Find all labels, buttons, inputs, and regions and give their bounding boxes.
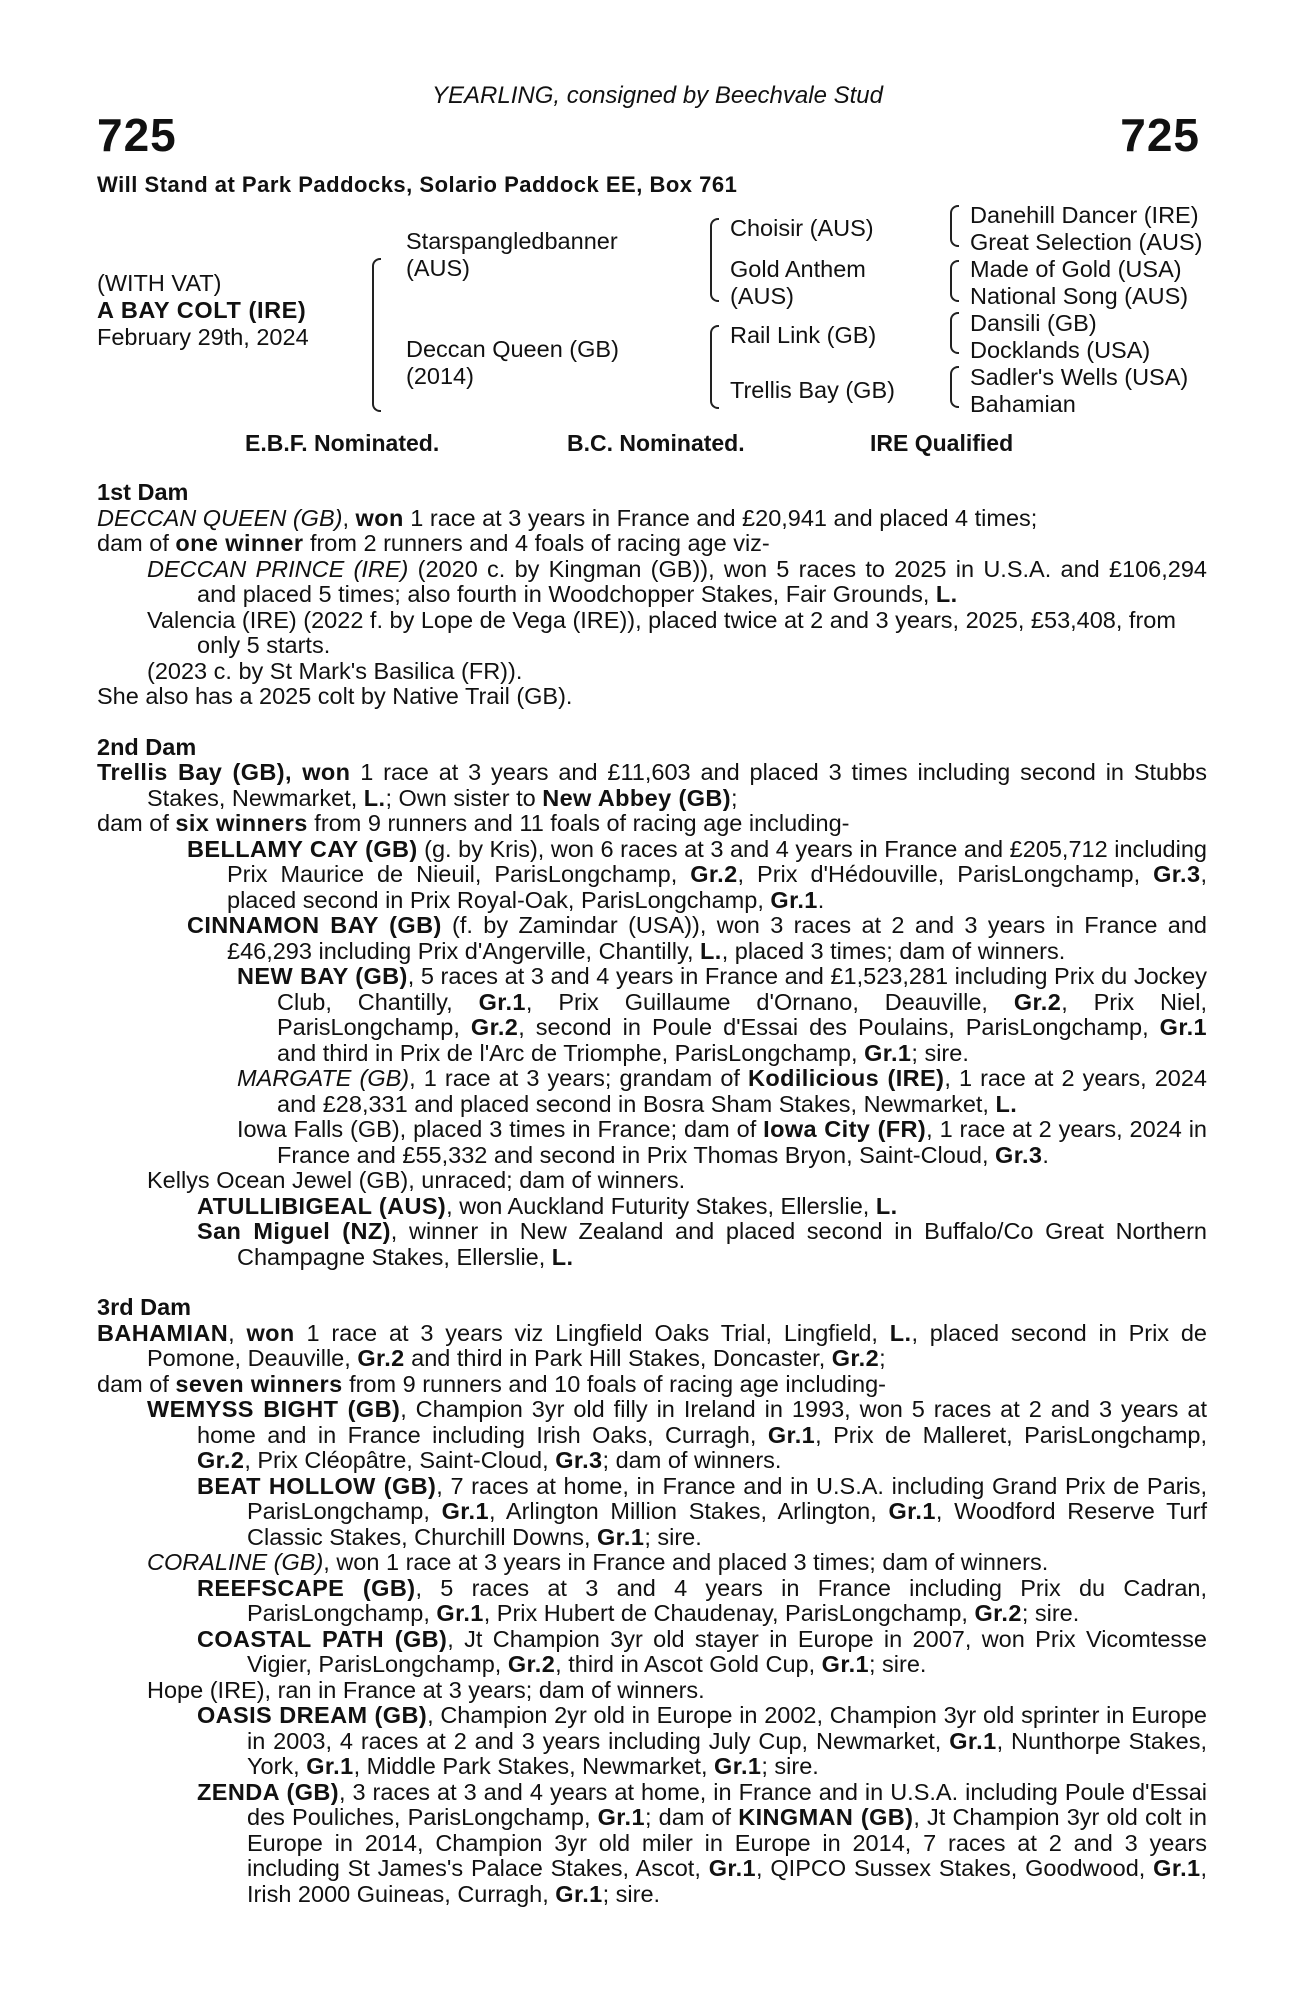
third-dam-produce-summary: dam of seven winners from 9 runners and 10 foals of racing age including-	[97, 1370, 886, 1397]
stand-location: Will Stand at Park Paddocks, Solario Paddock EE, Box 761	[97, 172, 738, 197]
ped-sds: Made of Gold (USA)	[970, 256, 1182, 282]
ped-dds: Sadler's Wells (USA)	[970, 364, 1189, 390]
consignment-line: YEARLING, consigned by Beechvale Stud	[432, 82, 883, 109]
dam-sire: Rail Link (GB)	[730, 322, 877, 348]
produce-entry: Hope (IRE), ran in France at 3 years; dam of winners.	[147, 1676, 705, 1703]
pedigree-brace	[950, 366, 959, 408]
ped-sss: Danehill Dancer (IRE)	[970, 202, 1199, 228]
first-dam-produce-summary: dam of one winner from 2 runners and 4 foals of racing age viz-	[97, 530, 770, 556]
produce-entry: Valencia (IRE) (2022 f. by Lope de Vega (IRE)), placed twice at 2 and 3 years, 2025, £53,408, from only 5 starts.	[147, 606, 1176, 658]
produce-entry: COASTAL PATH (GB), Jt Champion 3yr old stayer in Europe in 2007, won Prix Vicomtesse Vigier, ParisLongchamp, Gr.2, third in Ascot Gold Cup, Gr.1; sire.	[197, 1625, 1207, 1677]
dam-dam: Trellis Bay (GB)	[730, 377, 895, 403]
produce-entry: BEAT HOLLOW (GB), 7 races at home, in France and in U.S.A. including Grand Prix de Paris, ParisLongchamp, Gr.1, Arlington Million Stakes, Arlington, Gr.1, Woodford Reserve Turf Classic Stakes, Churchill Downs, Gr.1; sire.	[197, 1472, 1207, 1550]
produce-entry: MARGATE (GB), 1 race at 3 years; grandam of Kodilicious (IRE), 1 race at 2 years, 2024 and £28,331 and placed second in Bosra Sham Stakes, Newmarket, L.	[237, 1065, 1207, 1117]
second-dam-record: Trellis Bay (GB), won 1 race at 3 years and £11,603 and placed 3 times including second in Stubbs Stakes, Newmarket, L.; Own sister to New Abbey (GB);	[97, 759, 1207, 811]
produce-entry: CORALINE (GB), won 1 race at 3 years in France and placed 3 times; dam of winners.	[147, 1549, 1049, 1575]
produce-entry: BELLAMY CAY (GB) (g. by Kris), won 6 races at 3 and 4 years in France and £205,712 including Prix Maurice de Nieuil, ParisLongchamp, Gr.2, Prix d'Hédouville, ParisLongchamp, Gr.3, placed second in Prix Royal-Oak, ParisLongchamp, Gr.1.	[187, 835, 1207, 913]
ped-sdd: National Song (AUS)	[970, 283, 1189, 309]
produce-entry: NEW BAY (GB), 5 races at 3 and 4 years in France and £1,523,281 including Prix du Jockey Club, Chantilly, Gr.1, Prix Guillaume d'Ornano, Deauville, Gr.2, Prix Niel, ParisLongchamp, Gr.2, second in Poule d'Essai des Poulains, ParisLongchamp, Gr.1 and third in Prix de l'Arc de Triomphe, ParisLongchamp, Gr.1; sire.	[237, 963, 1207, 1066]
lot-number-right: 725	[1120, 109, 1200, 161]
pedigree-brace	[710, 218, 719, 302]
produce-entry: Kellys Ocean Jewel (GB), unraced; dam of winners.	[147, 1167, 686, 1193]
second-dam-produce-summary: dam of six winners from 9 runners and 11 foals of racing age including-	[97, 810, 850, 836]
ebf-nomination: E.B.F. Nominated.	[245, 430, 440, 456]
pedigree-brace	[710, 325, 719, 409]
ire-qualified: IRE Qualified	[870, 430, 1014, 456]
pedigree-brace	[372, 258, 381, 412]
sire-dam: Gold Anthem (AUS)	[730, 256, 866, 309]
vat-note: (WITH VAT)	[97, 270, 222, 296]
produce-entry: REEFSCAPE (GB), 5 races at 3 and 4 years in France including Prix du Cadran, ParisLongchamp, Gr.1, Prix Hubert de Chaudenay, ParisLongchamp, Gr.2; sire.	[197, 1574, 1208, 1626]
produce-entry: ZENDA (GB), 3 races at 3 and 4 years at home, in France and in U.S.A. including Poule d'Essai des Pouliches, ParisLongchamp, Gr.1; dam of KINGMAN (GB), Jt Champion 3yr old colt in Europe in 2014, Champion 3yr old miler in Europe in 2014, 7 races at 2 and 3 years including St James's Palace Stakes, Ascot, Gr.1, QIPCO Sussex Stakes, Goodwood, Gr.1, Irish 2000 Guineas, Curragh, Gr.1; sire.	[197, 1778, 1208, 1907]
pedigree-brace	[950, 260, 959, 302]
pedigree-brace	[950, 312, 959, 354]
produce-note: She also has a 2025 colt by Native Trail (GB).	[97, 683, 573, 709]
bc-nomination: B.C. Nominated.	[567, 430, 745, 456]
lot-number-left: 725	[97, 109, 177, 161]
produce-entry: San Miguel (NZ), winner in New Zealand and placed second in Buffalo/Co Great Northern Champagne Stakes, Ellerslie, L.	[197, 1218, 1207, 1270]
ped-dsd: Docklands (USA)	[970, 337, 1151, 363]
sire-sire: Choisir (AUS)	[730, 215, 874, 241]
produce-entry: ATULLIBIGEAL (AUS), won Auckland Futurity Stakes, Ellerslie, L.	[197, 1192, 898, 1219]
third-dam-record: BAHAMIAN, won 1 race at 3 years viz Lingfield Oaks Trial, Lingfield, L., placed second in Prix de Pomone, Deauville, Gr.2 and third in Park Hill Stakes, Doncaster, Gr.2;	[97, 1319, 1207, 1371]
ped-ssd: Great Selection (AUS)	[970, 229, 1203, 255]
produce-entry: WEMYSS BIGHT (GB), Champion 3yr old filly in Ireland in 1993, won 5 races at 2 and 3 years at home and in France including Irish Oaks, Curragh, Gr.1, Prix de Malleret, ParisLongchamp, Gr.2, Prix Cléopâtre, Saint-Cloud, Gr.3; dam of winners.	[147, 1396, 1208, 1473]
produce-entry: DECCAN PRINCE (IRE) (2020 c. by Kingman (GB)), won 5 races to 2025 in U.S.A. and £106,294 and placed 5 times; also fourth in Woodchopper Stakes, Fair Grounds, L.	[147, 555, 1207, 607]
produce-entry: Iowa Falls (GB), placed 3 times in France; dam of Iowa City (FR), 1 race at 2 years, 2024 in France and £55,332 and second in Prix Thomas Bryon, Saint-Cloud, Gr.3.	[237, 1116, 1208, 1168]
third-dam-heading: 3rd Dam	[97, 1294, 192, 1320]
ped-ddd: Bahamian	[970, 391, 1076, 417]
dam: Deccan Queen (GB) (2014)	[406, 336, 619, 389]
produce-entry: (2023 c. by St Mark's Basilica (FR)).	[147, 657, 523, 684]
second-dam-heading: 2nd Dam	[97, 733, 197, 760]
produce-entry: CINNAMON BAY (GB) (f. by Zamindar (USA)), won 3 races at 2 and 3 years in France and £46,293 including Prix d'Angerville, Chantilly, L., placed 3 times; dam of winners.	[187, 912, 1207, 964]
foaling-date: February 29th, 2024	[97, 324, 309, 350]
first-dam-record: DECCAN QUEEN (GB), won 1 race at 3 years in France and £20,941 and placed 4 times;	[97, 504, 1038, 531]
catalogue-body	[97, 480, 1207, 1907]
pedigree-brace	[950, 205, 959, 247]
lot-title: A BAY COLT (IRE)	[97, 297, 307, 323]
first-dam-heading: 1st Dam	[97, 479, 189, 505]
ped-dss: Dansili (GB)	[970, 310, 1097, 336]
produce-entry: OASIS DREAM (GB), Champion 2yr old in Europe in 2002, Champion 3yr old sprinter in Europe in 2003, 4 races at 2 and 3 years including July Cup, Newmarket, Gr.1, Nunthorpe Stakes, York, Gr.1, Middle Park Stakes, Newmarket, Gr.1; sire.	[197, 1702, 1207, 1779]
sire: Starspangledbanner (AUS)	[406, 228, 618, 281]
